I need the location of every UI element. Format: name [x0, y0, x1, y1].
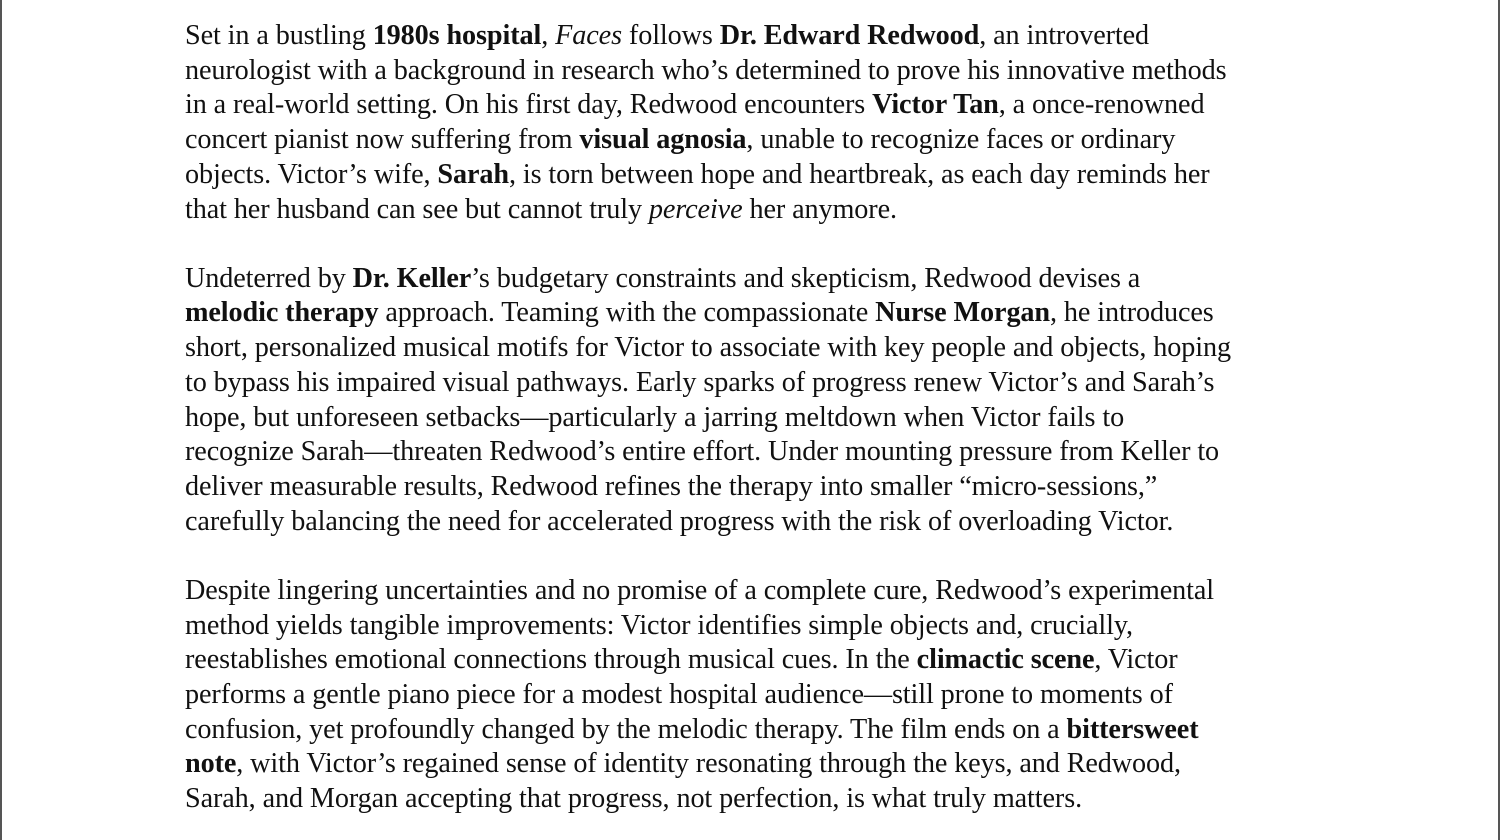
text-line: [185, 158, 1335, 193]
text-run: reestablishes emotional connections through musical cues. In the: [185, 644, 917, 676]
text-line: [185, 331, 1335, 366]
text-run-bold: Nurse Morgan: [875, 297, 1051, 329]
paragraph-3: [185, 574, 1335, 817]
text-run: , he introduces: [1050, 297, 1214, 329]
text-run: short, personalized musical motifs for Victor to associate with key people and objects, hoping: [185, 332, 1231, 364]
text-line: [185, 470, 1335, 505]
text-run-italic: perceive: [648, 193, 743, 225]
text-run-bold: climactic scene: [916, 644, 1095, 676]
text-run: confusion, yet profoundly changed by the melodic therapy. The film ends on a: [185, 713, 1067, 745]
text-line: [185, 262, 1335, 297]
text-run-italic: Faces: [555, 20, 622, 51]
text-line: [185, 782, 1335, 817]
text-run: her anymore.: [742, 193, 897, 225]
text-run: that her husband can see but cannot truly: [185, 193, 649, 225]
text-run: , with Victor’s regained sense of identity resonating through the keys, and Redwood,: [236, 748, 1181, 780]
text-run: recognize Sarah—threaten Redwood’s entire effort. Under mounting pressure from Keller to: [185, 436, 1220, 468]
text-run: ’s budgetary constraints and skepticism, Redwood devises a: [471, 262, 1141, 294]
text-run-bold: bittersweet: [1066, 713, 1199, 745]
text-line: [185, 505, 1335, 540]
text-run: Sarah, and Morgan accepting that progress, not perfection, is what truly matters.: [185, 783, 1083, 815]
text-run: to bypass his impaired visual pathways. Early sparks of progress renew Victor’s and Sarah’s: [185, 366, 1215, 398]
text-line: [185, 678, 1335, 713]
text-line: [185, 296, 1335, 331]
text-run-bold: Dr. Keller: [352, 262, 472, 294]
text-run: carefully balancing the need for accelerated progress with the risk of overloading Victor.: [185, 505, 1174, 537]
text-run: , a once-renowned: [998, 89, 1205, 121]
text-run: deliver measurable results, Redwood refines the therapy into smaller “micro-sessions,”: [185, 470, 1158, 502]
text-line: [185, 609, 1335, 644]
paragraph-1: [185, 19, 1335, 227]
text-run-bold: Sarah: [437, 158, 509, 190]
text-run: neurologist with a background in research who’s determined to prove his innovative methods: [185, 54, 1227, 86]
text-run: in a real-world setting. On his first day, Redwood encounters: [185, 89, 873, 121]
text-run: , unable to recognize faces or ordinary: [746, 124, 1176, 156]
text-line: [185, 54, 1335, 89]
text-line: [185, 574, 1335, 609]
text-run: concert pianist now suffering from: [185, 124, 580, 156]
text-run-bold: 1980s hospital: [372, 20, 542, 51]
text-run: Set in a bustling: [185, 20, 373, 51]
text-run: approach. Teaming with the compassionate: [378, 297, 876, 329]
text-run: method yields tangible improvements: Victor identifies simple objects and, crucially,: [185, 609, 1133, 641]
text-run-bold: Dr. Edward Redwood: [719, 20, 980, 51]
text-run-bold: Victor Tan: [872, 89, 999, 121]
text-run: hope, but unforeseen setbacks—particularly a jarring meltdown when Victor fails to: [185, 401, 1125, 433]
text-run: ,: [541, 20, 556, 51]
text-line: [185, 123, 1335, 158]
text-line: [185, 19, 1335, 54]
text-run: Despite lingering uncertainties and no promise of a complete cure, Redwood’s experimental: [185, 574, 1215, 606]
text-run: Undeterred by: [185, 262, 353, 294]
text-run: follows: [621, 20, 720, 51]
text-run: objects. Victor’s wife,: [185, 158, 438, 190]
text-run-bold: visual agnosia: [579, 124, 747, 156]
text-line: [185, 747, 1335, 782]
text-run: , an introverted: [979, 20, 1150, 51]
text-run: , Victor: [1094, 644, 1178, 676]
text-line: [185, 366, 1335, 401]
text-line: [185, 88, 1335, 123]
text-run: performs a gentle piano piece for a modest hospital audience—still prone to moments of: [185, 678, 1173, 710]
text-line: [185, 713, 1335, 748]
text-run-bold: note: [185, 748, 237, 780]
text-run-bold: melodic therapy: [185, 297, 379, 329]
document-body: [185, 19, 1335, 817]
text-line: [185, 435, 1335, 470]
text-run: , is torn between hope and heartbreak, as each day reminds her: [508, 158, 1210, 190]
paragraph-2: [185, 262, 1335, 540]
text-line: [185, 193, 1335, 228]
text-line: [185, 401, 1335, 436]
text-line: [185, 643, 1335, 678]
